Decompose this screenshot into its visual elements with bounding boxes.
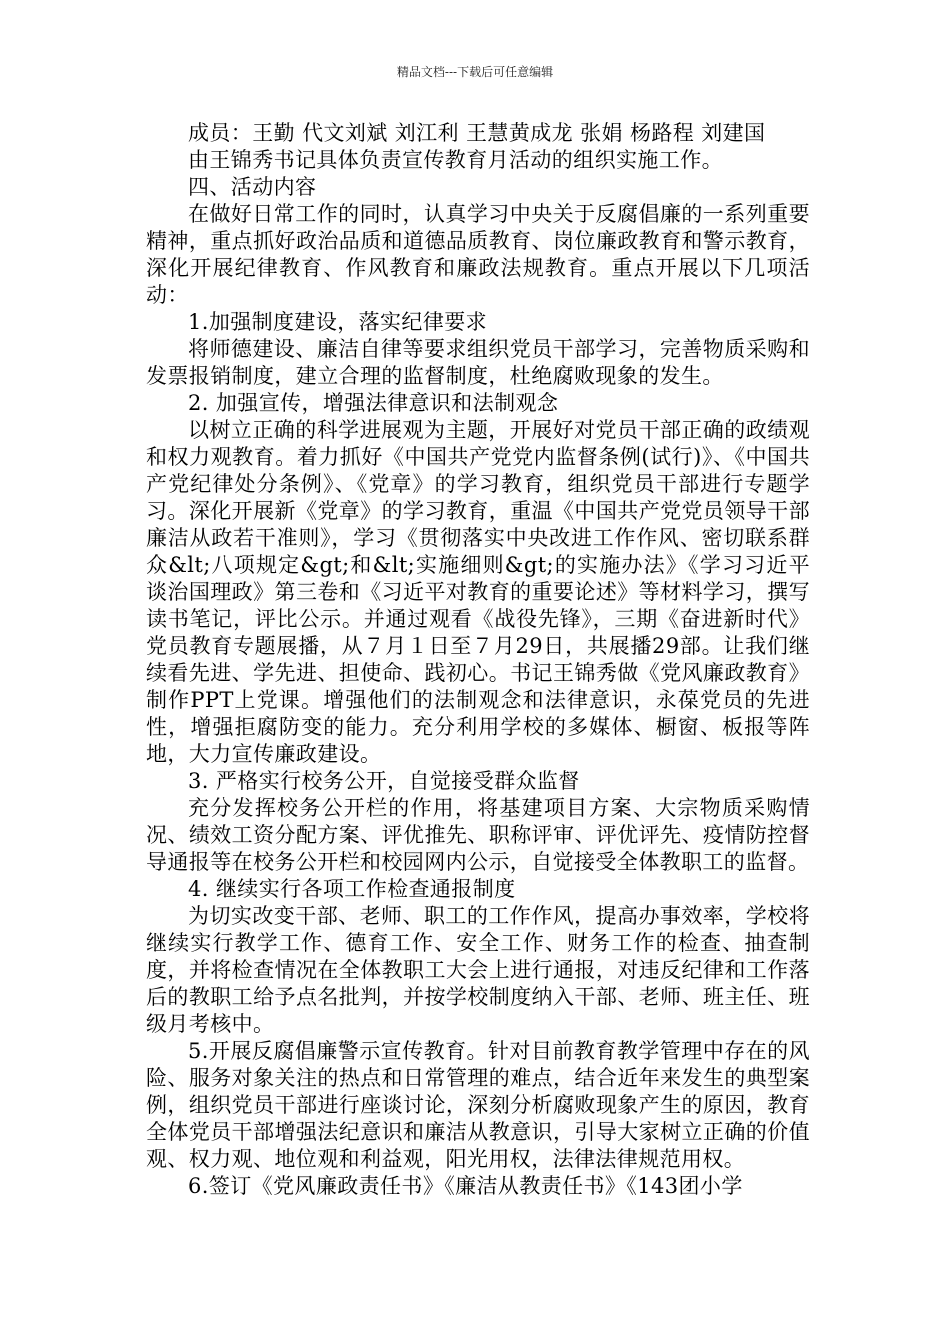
item-3-body: 充分发挥校务公开栏的作用，将基建项目方案、大宗物质采购情况、绩效工资分配方案、评优推先、职称评审、评优评先、疫情防控督导通报等在校务公开栏和校园网内公示，自觉接受全体教职工的监督。: [146, 796, 810, 874]
item-1-body: 将师德建设、廉洁自律等要求组织党员干部学习，完善物质采购和发票报销制度，建立合理的监督制度，杜绝腐败现象的发生。: [146, 337, 810, 388]
members-paragraph: 成员：王勤 代文刘斌 刘江利 王慧黄成龙 张娟 杨路程 刘建国: [188, 121, 766, 145]
item-6-paragraph: 6.签订《党风廉政责任书》《廉洁从教责任书》《143团小学: [188, 1174, 743, 1198]
item-5-paragraph: 5.开展反腐倡廉警示宣传教育。针对目前教育教学管理中存在的风险、服务对象关注的热点和日常管理的难点，结合近年来发生的典型案例，组织党员干部进行座谈讨论，深刻分析腐败现象产生的原因，教育全体党员干部增强法纪意识和廉洁从教意识，引导大家树立正确的价值观、权力观、地位观和利益观，阳光用权，法律法律规范用权。: [146, 1039, 810, 1171]
document-body: [146, 120, 810, 1200]
section-heading-activities: 四、活动内容: [188, 175, 317, 199]
responsibility-paragraph: 由王锦秀书记具体负责宣传教育月活动的组织实施工作。: [188, 148, 723, 172]
item-2-heading: 2. 加强宣传，增强法律意识和法制观念: [188, 391, 559, 415]
item-1-heading: 1.加强制度建设，落实纪律要求: [188, 310, 488, 334]
item-2-body: 以树立正确的科学进展观为主题，开展好对党员干部正确的政绩观和权力观教育。着力抓好《中国共产党党内监督条例(试行)》、《中国共产党纪律处分条例》、《党章》的学习教育，组织党员干部进行专题学习。深化开展新《党章》的学习教育，重温《中国共产党党员领导干部廉洁从政若干准则》，学习《贯彻落实中央改进工作作风、密切联系群众&lt;八项规定&gt;和&lt;实施细则&gt;的实施办法》《学习习近平谈治国理政》第三卷和《习近平对教育的重要论述》等材料学习，撰写读书笔记，评比公示。并通过观看《战役先锋》，三期《奋进新时代》党员教育专题展播，从７月１日至７月29日，共展播29部。让我们继续看先进、学先进、担使命、践初心。书记王锦秀做《党风廉政教育》制作PPT上党课。增强他们的法制观念和法律意识，永葆党员的先进性，增强拒腐防变的能力。充分利用学校的多媒体、橱窗、板报等阵地，大力宣传廉政建设。: [146, 418, 810, 766]
item-4-heading: 4. 继续实行各项工作检查通报制度: [188, 877, 516, 901]
page-header: 精品文档---下载后可任意编辑: [396, 65, 554, 79]
item-4-body: 为切实改变干部、老师、职工的工作作风，提高办事效率，学校将继续实行教学工作、德育工作、安全工作、财务工作的检查、抽查制度，并将检查情况在全体教职工大会上进行通报，对违反纪律和工作落后的教职工给予点名批判，并按学校制度纳入干部、老师、班主任、班级月考核中。: [146, 904, 810, 1036]
item-3-heading: 3. 严格实行校务公开，自觉接受群众监督: [188, 769, 580, 793]
activities-intro-paragraph: 在做好日常工作的同时，认真学习中央关于反腐倡廉的一系列重要精神，重点抓好政治品质和道德品质教育、岗位廉政教育和警示教育，深化开展纪律教育、作风教育和廉政法规教育。重点开展以下几项活动：: [146, 202, 810, 307]
